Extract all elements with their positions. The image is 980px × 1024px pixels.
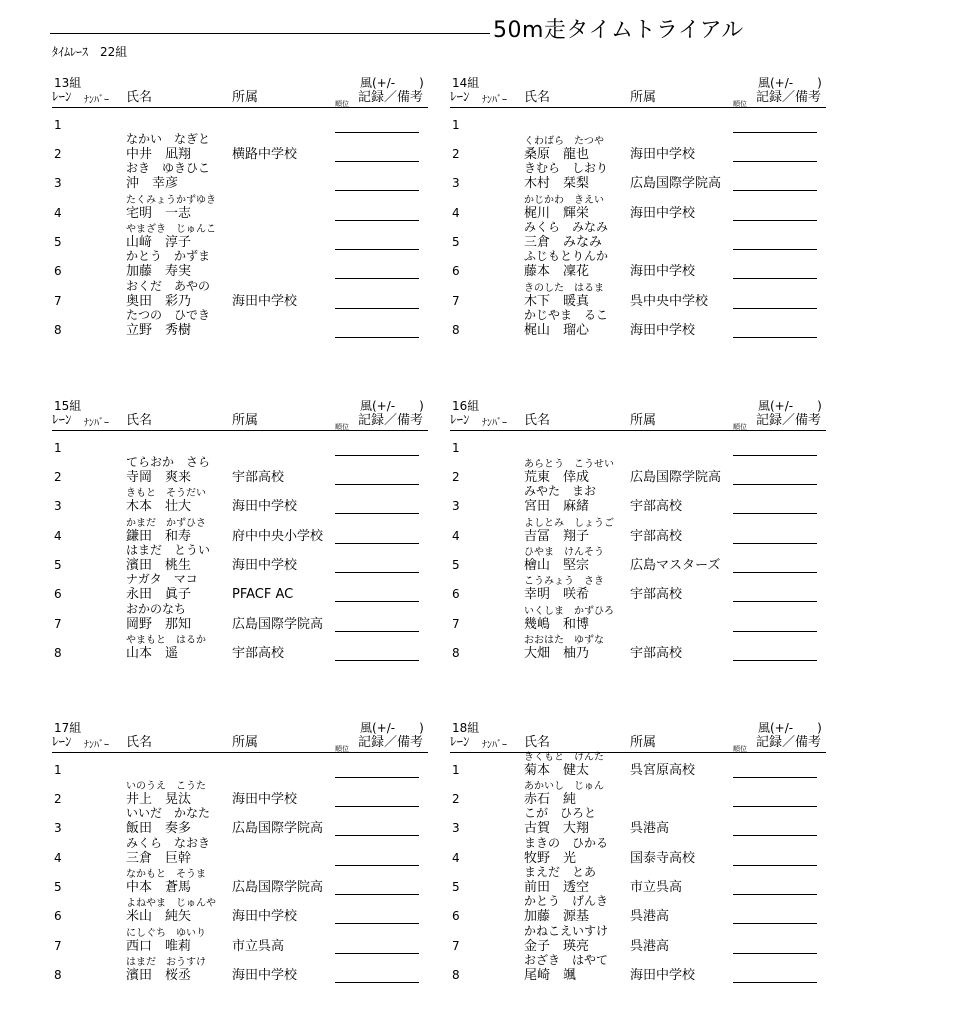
athlete-team: 海田中学校 bbox=[630, 264, 696, 279]
athlete-team: 宇部高校 bbox=[630, 646, 683, 661]
athlete-team: 海田中学校 bbox=[232, 909, 298, 924]
lane-row bbox=[52, 280, 432, 310]
name-reading: いくしま かずひろ bbox=[524, 606, 614, 617]
lane-row bbox=[450, 162, 830, 192]
athlete-name: 吉冨 翔子 bbox=[524, 529, 590, 544]
lane-row bbox=[450, 807, 830, 837]
lane-number: 4 bbox=[452, 851, 460, 865]
name-reading: ひやま けんそう bbox=[524, 547, 604, 558]
header-record: 記録／備考 bbox=[756, 735, 822, 750]
lane-number: 7 bbox=[54, 294, 62, 308]
lane-row bbox=[450, 485, 830, 515]
lane-number: 2 bbox=[54, 470, 62, 484]
athlete-name: 宮田 麻緒 bbox=[524, 499, 590, 514]
lane-number: 1 bbox=[54, 763, 62, 777]
lane-number: 2 bbox=[452, 792, 460, 806]
lane-number: 4 bbox=[54, 851, 62, 865]
record-blank bbox=[335, 337, 419, 338]
header-record: 記録／備考 bbox=[358, 735, 424, 750]
athlete-team: 国泰寺高校 bbox=[630, 851, 696, 866]
header-rank: 順位 bbox=[733, 100, 747, 108]
athlete-name: 木下 暖真 bbox=[524, 294, 590, 309]
lane-row bbox=[450, 250, 830, 280]
header-name: 氏名 bbox=[524, 90, 551, 105]
athlete-name: 中本 蒼馬 bbox=[126, 880, 192, 895]
lane-number: 8 bbox=[452, 323, 460, 337]
name-reading: おざき はやて bbox=[524, 953, 609, 967]
lane-row bbox=[450, 280, 830, 310]
lane-row bbox=[450, 749, 830, 779]
lane-number: 8 bbox=[54, 646, 62, 660]
name-reading: かじかわ きえい bbox=[524, 195, 604, 206]
lane-row bbox=[52, 515, 432, 545]
wind-label: 風(+/- ) bbox=[360, 721, 424, 735]
lane-row bbox=[450, 954, 830, 984]
header-number: ﾅﾝﾊﾞｰ bbox=[84, 95, 109, 106]
athlete-name: 岡野 那知 bbox=[126, 617, 192, 632]
athlete-name: 鎌田 和寿 bbox=[126, 529, 192, 544]
name-reading: まえだ とあ bbox=[524, 865, 597, 879]
athlete-team: 海田中学校 bbox=[630, 968, 696, 983]
lane-row bbox=[450, 104, 830, 134]
header-team: 所属 bbox=[232, 90, 259, 105]
header-rank: 順位 bbox=[733, 745, 747, 753]
athlete-name: 前田 透空 bbox=[524, 880, 590, 895]
athlete-team: 広島国際学院高 bbox=[232, 617, 324, 632]
header-team: 所属 bbox=[630, 413, 657, 428]
athlete-name: 荒東 倖成 bbox=[524, 470, 590, 485]
athlete-team: 海田中学校 bbox=[232, 792, 298, 807]
lane-number: 1 bbox=[452, 763, 460, 777]
header-lane: ﾚｰﾝ bbox=[52, 735, 72, 750]
lane-row bbox=[450, 573, 830, 603]
name-reading: こが ひろと bbox=[524, 806, 597, 820]
heat-label: 18組 bbox=[452, 721, 480, 735]
athlete-name: 山﨑 淳子 bbox=[126, 235, 192, 250]
record-blank bbox=[335, 835, 419, 836]
record-blank bbox=[335, 190, 419, 191]
header-name: 氏名 bbox=[524, 413, 551, 428]
athlete-name: 井上 晃汰 bbox=[126, 792, 192, 807]
header-rank: 順位 bbox=[335, 423, 349, 431]
wind-label: 風(+/- ) bbox=[758, 721, 822, 735]
heat-block bbox=[450, 76, 830, 366]
header-name: 氏名 bbox=[126, 735, 153, 750]
record-blank bbox=[733, 982, 817, 983]
name-reading: あらとう こうせい bbox=[524, 459, 614, 470]
page-title: 50m走タイムトライアル bbox=[493, 18, 744, 43]
lane-row bbox=[52, 544, 432, 574]
lane-row bbox=[52, 925, 432, 955]
athlete-team: PFACF AC bbox=[232, 587, 294, 602]
athlete-team: 広島国際学院高 bbox=[232, 880, 324, 895]
athlete-name: 寺岡 爽来 bbox=[126, 470, 192, 485]
header-record: 記録／備考 bbox=[756, 413, 822, 428]
wind-label: 風(+/- ) bbox=[360, 76, 424, 90]
athlete-name: 赤石 純 bbox=[524, 792, 577, 807]
lane-row bbox=[52, 427, 432, 457]
lane-number: 2 bbox=[452, 470, 460, 484]
lane-row bbox=[52, 837, 432, 867]
name-reading: てらおか さら bbox=[126, 455, 211, 469]
lane-number: 6 bbox=[54, 587, 62, 601]
lane-number: 6 bbox=[452, 264, 460, 278]
athlete-name: 木村 栞梨 bbox=[524, 176, 590, 191]
lane-number: 1 bbox=[54, 441, 62, 455]
name-reading: よねやま じゅんや bbox=[126, 898, 216, 909]
header-lane: ﾚｰﾝ bbox=[450, 90, 470, 105]
heat-label: 17組 bbox=[54, 721, 82, 735]
name-reading: いいだ かなた bbox=[126, 806, 211, 820]
athlete-team: 宇部高校 bbox=[232, 646, 285, 661]
lane-number: 4 bbox=[452, 206, 460, 220]
lane-row bbox=[450, 866, 830, 896]
athlete-name: 永田 眞子 bbox=[126, 587, 192, 602]
lane-number: 2 bbox=[452, 147, 460, 161]
lane-row bbox=[52, 603, 432, 633]
athlete-team: 海田中学校 bbox=[232, 499, 298, 514]
athlete-name: 藤本 凜花 bbox=[524, 264, 590, 279]
name-reading: かねこえいすけ bbox=[524, 924, 609, 938]
name-reading: くわばら たつや bbox=[524, 136, 604, 147]
name-reading: おかのなち bbox=[126, 602, 187, 616]
lane-row bbox=[450, 309, 830, 339]
athlete-team: 呉港高 bbox=[630, 821, 670, 836]
athlete-name: 西口 唯莉 bbox=[126, 939, 192, 954]
header-number: ﾅﾝﾊﾞｰ bbox=[84, 418, 109, 429]
lane-row bbox=[52, 456, 432, 486]
lane-row bbox=[450, 515, 830, 545]
lane-row bbox=[450, 603, 830, 633]
lane-row bbox=[52, 778, 432, 808]
name-reading: きもと そうだい bbox=[126, 488, 206, 499]
athlete-team: 呉宮原高校 bbox=[630, 763, 696, 778]
page-subtitle: ﾀｲﾑﾚｰｽ 22組 bbox=[52, 45, 128, 59]
lane-row bbox=[52, 250, 432, 280]
record-blank bbox=[733, 660, 817, 661]
lane-row bbox=[52, 221, 432, 251]
lane-row bbox=[52, 573, 432, 603]
lane-number: 4 bbox=[452, 529, 460, 543]
record-blank bbox=[733, 513, 817, 514]
heat-block bbox=[52, 721, 432, 1011]
lane-number: 5 bbox=[54, 235, 62, 249]
lane-row bbox=[52, 954, 432, 984]
athlete-team: 広島マスターズ bbox=[630, 558, 721, 573]
lane-number: 3 bbox=[452, 821, 460, 835]
header-name: 氏名 bbox=[524, 735, 551, 750]
record-blank bbox=[733, 337, 817, 338]
lane-number: 3 bbox=[54, 176, 62, 190]
name-reading: かとう かずま bbox=[126, 249, 211, 263]
lane-number: 3 bbox=[452, 499, 460, 513]
athlete-name: 奥田 彩乃 bbox=[126, 294, 192, 309]
lane-row bbox=[450, 837, 830, 867]
record-blank bbox=[335, 923, 419, 924]
header-team: 所属 bbox=[232, 735, 259, 750]
header-team: 所属 bbox=[630, 90, 657, 105]
heat-block bbox=[450, 721, 830, 1011]
lane-row bbox=[52, 807, 432, 837]
heat-label: 16組 bbox=[452, 399, 480, 413]
athlete-team: 宇部高校 bbox=[630, 499, 683, 514]
lane-number: 3 bbox=[54, 821, 62, 835]
athlete-name: 梶山 瑠心 bbox=[524, 323, 590, 338]
heat-block bbox=[450, 399, 830, 689]
lane-number: 8 bbox=[54, 323, 62, 337]
heat-label: 14組 bbox=[452, 76, 480, 90]
athlete-name: 三倉 みなみ bbox=[524, 235, 603, 250]
athlete-name: 濱田 桜丞 bbox=[126, 968, 192, 983]
lane-row bbox=[52, 632, 432, 662]
athlete-name: 檜山 堅宗 bbox=[524, 558, 590, 573]
header-lane: ﾚｰﾝ bbox=[52, 90, 72, 105]
record-blank bbox=[733, 601, 817, 602]
athlete-team: 海田中学校 bbox=[630, 206, 696, 221]
lane-number: 7 bbox=[452, 617, 460, 631]
name-reading: やまざき じゅんこ bbox=[126, 224, 216, 235]
athlete-name: 山本 遥 bbox=[126, 646, 179, 661]
athlete-name: 古賀 大翔 bbox=[524, 821, 590, 836]
name-reading: はまだ おうすけ bbox=[126, 957, 206, 968]
record-blank bbox=[733, 923, 817, 924]
athlete-name: 宅明 一志 bbox=[126, 206, 192, 221]
name-reading: まきの ひかる bbox=[524, 836, 609, 850]
name-reading: みくら みなみ bbox=[524, 220, 609, 234]
header-record: 記録／備考 bbox=[358, 90, 424, 105]
athlete-name: 加藤 源基 bbox=[524, 909, 590, 924]
header-rank: 順位 bbox=[335, 100, 349, 108]
heat-block bbox=[52, 76, 432, 366]
athlete-name: 尾崎 颯 bbox=[524, 968, 577, 983]
athlete-name: 桑原 龍也 bbox=[524, 147, 590, 162]
lane-row bbox=[52, 192, 432, 222]
header-rank: 順位 bbox=[335, 745, 349, 753]
header-team: 所属 bbox=[630, 735, 657, 750]
athlete-team: 海田中学校 bbox=[630, 147, 696, 162]
header-lane: ﾚｰﾝ bbox=[450, 735, 470, 750]
lane-row bbox=[450, 133, 830, 163]
lane-row bbox=[450, 925, 830, 955]
lane-number: 5 bbox=[452, 235, 460, 249]
athlete-team: 海田中学校 bbox=[232, 968, 298, 983]
lane-number: 1 bbox=[54, 118, 62, 132]
athlete-team: 広島国際学院高 bbox=[232, 821, 324, 836]
wind-label: 風(+/- ) bbox=[360, 399, 424, 413]
wind-label: 風(+/- ) bbox=[758, 76, 822, 90]
lane-row bbox=[450, 221, 830, 251]
athlete-team: 呉港高 bbox=[630, 939, 670, 954]
record-blank bbox=[335, 278, 419, 279]
lane-row bbox=[450, 778, 830, 808]
athlete-name: 大畑 柚乃 bbox=[524, 646, 590, 661]
record-blank bbox=[733, 278, 817, 279]
athlete-team: 宇部高校 bbox=[630, 529, 683, 544]
lane-row bbox=[52, 895, 432, 925]
name-reading: きのした はるま bbox=[524, 283, 604, 294]
header-number: ﾅﾝﾊﾞｰ bbox=[482, 418, 507, 429]
lane-number: 2 bbox=[54, 792, 62, 806]
heat-label: 15組 bbox=[54, 399, 82, 413]
header-name: 氏名 bbox=[126, 413, 153, 428]
lane-row bbox=[52, 162, 432, 192]
lane-number: 5 bbox=[452, 880, 460, 894]
name-reading: かとう げんき bbox=[524, 894, 609, 908]
name-reading: みやた まお bbox=[524, 484, 597, 498]
athlete-name: 濱田 桃生 bbox=[126, 558, 192, 573]
athlete-team: 横路中学校 bbox=[232, 147, 298, 162]
record-blank bbox=[335, 660, 419, 661]
lane-number: 8 bbox=[452, 968, 460, 982]
lane-number: 3 bbox=[452, 176, 460, 190]
athlete-name: 飯田 奏多 bbox=[126, 821, 192, 836]
athlete-team: 宇部高校 bbox=[232, 470, 285, 485]
athlete-team: 広島国際学院高 bbox=[630, 176, 722, 191]
name-reading: みくら なおき bbox=[126, 836, 211, 850]
athlete-team: 海田中学校 bbox=[232, 294, 298, 309]
lane-number: 6 bbox=[54, 909, 62, 923]
athlete-name: 梶川 輝栄 bbox=[524, 206, 590, 221]
lane-number: 6 bbox=[54, 264, 62, 278]
athlete-team: 海田中学校 bbox=[630, 323, 696, 338]
name-reading: かまだ かずひさ bbox=[126, 518, 206, 529]
lane-number: 7 bbox=[54, 939, 62, 953]
athlete-name: 幸明 咲希 bbox=[524, 587, 590, 602]
name-reading: きむら しおり bbox=[524, 161, 609, 175]
lane-number: 2 bbox=[54, 147, 62, 161]
lane-row bbox=[52, 133, 432, 163]
header-number: ﾅﾝﾊﾞｰ bbox=[84, 740, 109, 751]
header-record: 記録／備考 bbox=[358, 413, 424, 428]
name-reading: おおはた ゆずな bbox=[524, 635, 604, 646]
lane-number: 6 bbox=[452, 587, 460, 601]
lane-row bbox=[52, 866, 432, 896]
lane-number: 5 bbox=[54, 880, 62, 894]
name-reading: なかもと そうま bbox=[126, 869, 206, 880]
athlete-name: 立野 秀樹 bbox=[126, 323, 192, 338]
lane-number: 5 bbox=[54, 558, 62, 572]
lane-row bbox=[450, 544, 830, 574]
athlete-team: 呉中央中学校 bbox=[630, 294, 709, 309]
athlete-team: 海田中学校 bbox=[232, 558, 298, 573]
lane-row bbox=[450, 427, 830, 457]
header-number: ﾅﾝﾊﾞｰ bbox=[482, 740, 507, 751]
name-reading: ナガタ マコ bbox=[126, 572, 198, 586]
heat-label: 13組 bbox=[54, 76, 82, 90]
header-lane: ﾚｰﾝ bbox=[450, 413, 470, 428]
header-lane: ﾚｰﾝ bbox=[52, 413, 72, 428]
record-blank bbox=[335, 601, 419, 602]
name-reading: ふじもとりんか bbox=[524, 249, 609, 263]
wind-label: 風(+/- ) bbox=[758, 399, 822, 413]
athlete-name: 幾嶋 和博 bbox=[524, 617, 590, 632]
lane-number: 3 bbox=[54, 499, 62, 513]
lane-row bbox=[450, 192, 830, 222]
name-reading: たくみょうかずゆき bbox=[126, 195, 216, 206]
lane-number: 7 bbox=[452, 939, 460, 953]
lane-row bbox=[52, 104, 432, 134]
athlete-name: 木本 壮大 bbox=[126, 499, 192, 514]
athlete-name: 沖 幸彦 bbox=[126, 176, 179, 191]
lane-number: 8 bbox=[54, 968, 62, 982]
name-reading: あかいし じゅん bbox=[524, 781, 604, 792]
record-blank bbox=[733, 190, 817, 191]
lane-number: 8 bbox=[452, 646, 460, 660]
lane-row bbox=[450, 456, 830, 486]
header-name: 氏名 bbox=[126, 90, 153, 105]
record-blank bbox=[733, 835, 817, 836]
athlete-team: 市立呉高 bbox=[232, 939, 285, 954]
name-reading: やまもと はるか bbox=[126, 635, 206, 646]
athlete-name: 三倉 巨幹 bbox=[126, 851, 192, 866]
athlete-name: 加藤 寿実 bbox=[126, 264, 192, 279]
athlete-name: 米山 純矢 bbox=[126, 909, 192, 924]
name-reading: きくもと けんた bbox=[524, 752, 604, 763]
lane-row bbox=[450, 632, 830, 662]
name-reading: おき ゆきひこ bbox=[126, 161, 211, 175]
record-blank bbox=[335, 982, 419, 983]
name-reading: たつの ひでき bbox=[126, 308, 211, 322]
athlete-team: 広島国際学院高 bbox=[630, 470, 722, 485]
header-number: ﾅﾝﾊﾞｰ bbox=[482, 95, 507, 106]
athlete-team: 呉港高 bbox=[630, 909, 670, 924]
athlete-team: 宇部高校 bbox=[630, 587, 683, 602]
heat-block bbox=[52, 399, 432, 689]
athlete-name: 中井 凪翔 bbox=[126, 147, 192, 162]
name-reading: いのうえ こうた bbox=[126, 781, 206, 792]
lane-row bbox=[450, 895, 830, 925]
athlete-name: 金子 瑛亮 bbox=[524, 939, 590, 954]
lane-number: 7 bbox=[54, 617, 62, 631]
name-reading: かじやま るこ bbox=[524, 308, 609, 322]
header-rank: 順位 bbox=[733, 423, 747, 431]
record-blank bbox=[335, 513, 419, 514]
lane-number: 4 bbox=[54, 206, 62, 220]
header-record: 記録／備考 bbox=[756, 90, 822, 105]
name-reading: にしぐち ゆいり bbox=[126, 928, 206, 939]
athlete-team: 府中中央小学校 bbox=[232, 529, 324, 544]
title-rule bbox=[50, 33, 490, 34]
lane-number: 4 bbox=[54, 529, 62, 543]
athlete-name: 菊本 健太 bbox=[524, 763, 590, 778]
name-reading: よしとみ しょうご bbox=[524, 518, 614, 529]
lane-number: 6 bbox=[452, 909, 460, 923]
name-reading: なかい なぎと bbox=[126, 132, 211, 146]
lane-row bbox=[52, 309, 432, 339]
athlete-name: 牧野 光 bbox=[524, 851, 577, 866]
lane-number: 7 bbox=[452, 294, 460, 308]
lane-number: 1 bbox=[452, 441, 460, 455]
lane-row bbox=[52, 485, 432, 515]
lane-row bbox=[52, 749, 432, 779]
header-team: 所属 bbox=[232, 413, 259, 428]
athlete-team: 市立呉高 bbox=[630, 880, 683, 895]
lane-number: 1 bbox=[452, 118, 460, 132]
name-reading: おくだ あやの bbox=[126, 279, 211, 293]
name-reading: はまだ とうい bbox=[126, 543, 211, 557]
name-reading: こうみょう さき bbox=[524, 576, 604, 587]
lane-number: 5 bbox=[452, 558, 460, 572]
